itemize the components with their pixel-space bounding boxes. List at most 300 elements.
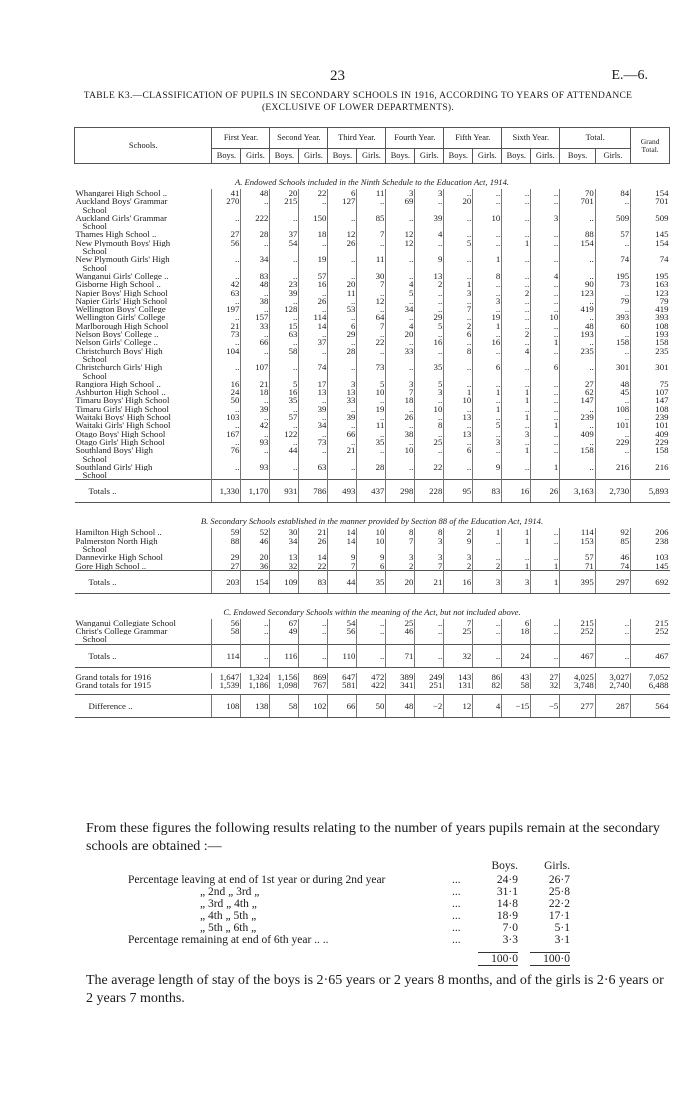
cell-value: 104: [212, 347, 241, 355]
empty-cell: [212, 455, 241, 463]
table-row: [75, 528, 670, 536]
cell-value: 3: [386, 553, 415, 561]
cell-value: ..: [270, 463, 299, 471]
empty-cell: [357, 222, 386, 230]
cell-value: ..: [502, 363, 531, 371]
cell-value: ..: [444, 421, 473, 429]
empty-cell: [328, 545, 357, 553]
empty-cell: [386, 635, 415, 644]
cell-value: 101: [631, 421, 670, 429]
cell-value: ..: [444, 363, 473, 371]
cell-value: 85: [595, 537, 630, 545]
empty-cell: [212, 372, 241, 380]
cell-value: ..: [212, 313, 241, 321]
cell-value: ..: [473, 280, 502, 288]
cell-value: ..: [502, 255, 531, 263]
header-year-1: First Year.: [212, 128, 270, 149]
cell-value: 222: [241, 214, 270, 222]
cell-value: ..: [386, 363, 415, 371]
cell-value: ..: [328, 421, 357, 429]
cell-value: ..: [502, 189, 531, 197]
cell-value: 1,647: [212, 673, 241, 681]
cell-value: 2: [444, 528, 473, 536]
cell-value: 19: [299, 255, 328, 263]
empty-cell: [560, 635, 595, 644]
table-row: [75, 438, 670, 446]
cell-value: 67: [270, 619, 299, 627]
empty-cell: [415, 455, 444, 463]
cell-value: 20: [241, 553, 270, 561]
school-name-continued: School: [82, 263, 107, 272]
cell-value: 4: [531, 272, 560, 280]
empty-cell: [444, 247, 473, 255]
cell-value: 103: [212, 413, 241, 421]
cell-value: 41: [212, 189, 241, 197]
school-name: Grand totals for 1915: [75, 681, 151, 690]
empty-cell: [631, 264, 670, 272]
table-row: [75, 230, 670, 238]
empty-cell: [299, 206, 328, 214]
cell-value: ..: [560, 255, 595, 263]
cell-value: ..: [531, 413, 560, 421]
cell-value: 56: [212, 619, 241, 627]
school-name-continued: School: [82, 471, 107, 480]
cell-value: 564: [631, 695, 670, 718]
stats-row: [0, 934, 700, 948]
cell-value: 158: [595, 338, 630, 346]
cell-value: 74: [299, 363, 328, 371]
cell-value: 26: [299, 537, 328, 545]
cell-value: 60: [595, 322, 630, 330]
empty-cell: [270, 372, 299, 380]
stats-label: „ 4th „ 5th „: [200, 910, 257, 922]
cell-value: ..: [212, 214, 241, 222]
empty-cell: [531, 247, 560, 255]
cell-value: 48: [595, 380, 630, 388]
cell-value: ..: [357, 446, 386, 454]
cell-value: ..: [386, 338, 415, 346]
cell-value: 509: [631, 214, 670, 222]
empty-cell: [328, 222, 357, 230]
cell-value: 3: [386, 380, 415, 388]
cell-value: 93: [241, 463, 270, 471]
cell-value: 158: [631, 446, 670, 454]
empty-cell: [631, 455, 670, 463]
cell-value: ..: [444, 297, 473, 305]
cell-value: 154: [631, 189, 670, 197]
cell-value: 297: [595, 570, 630, 593]
cell-value: ..: [415, 396, 444, 404]
header-boys: Boys.: [502, 149, 531, 164]
empty-cell: [444, 471, 473, 480]
header-boys: Boys.: [560, 149, 595, 164]
cell-value: 25: [415, 438, 444, 446]
cell-value: 79: [595, 297, 630, 305]
school-name: Gore High School ..: [75, 561, 147, 571]
stats-dots: ...: [452, 874, 461, 886]
cell-value: 239: [631, 413, 670, 421]
header-grand-total: Grand Total.: [631, 128, 670, 164]
caption-line2: (EXCLUSIVE OF LOWER DEPARTMENTS).: [261, 103, 455, 113]
cell-value: 4: [386, 280, 415, 288]
cell-value: 13: [299, 388, 328, 396]
header-boys: Boys.: [328, 149, 357, 164]
cell-value: ..: [415, 330, 444, 338]
school-name-continued: School: [82, 544, 107, 554]
cell-value: ..: [357, 330, 386, 338]
cell-value: 3: [415, 388, 444, 396]
header-schools: Schools.: [75, 128, 212, 164]
cell-value: ..: [357, 413, 386, 421]
cell-value: ..: [357, 619, 386, 627]
cell-value: 301: [631, 363, 670, 371]
cell-value: ..: [531, 619, 560, 627]
header-girls: Girls.: [415, 149, 444, 164]
cell-value: 57: [299, 272, 328, 280]
cell-value: 493: [328, 480, 357, 503]
cell-value: 228: [415, 480, 444, 503]
cell-value: ..: [560, 463, 595, 471]
school-name: New Plymouth Boys' High: [75, 238, 171, 248]
cell-value: ..: [212, 438, 241, 446]
cell-value: 145: [631, 562, 670, 571]
school-name: Totals ..: [75, 644, 212, 667]
cell-value: 37: [270, 230, 299, 238]
empty-cell: [328, 264, 357, 272]
cell-value: 422: [357, 681, 386, 689]
page-number: 23: [330, 68, 345, 84]
cell-value: ..: [328, 463, 357, 471]
cell-value: 215: [270, 197, 299, 205]
stats-boys: 3·3: [502, 934, 518, 946]
cell-value: 21: [415, 570, 444, 593]
cell-value: ..: [241, 413, 270, 421]
cell-value: 1: [502, 446, 531, 454]
cell-value: 7: [328, 562, 357, 571]
cell-value: 35: [357, 570, 386, 593]
empty-cell: [444, 372, 473, 380]
cell-value: 73: [357, 363, 386, 371]
cell-value: 28: [241, 230, 270, 238]
empty-cell: [270, 355, 299, 363]
cell-value: 16: [270, 388, 299, 396]
empty-cell: [473, 545, 502, 553]
empty-cell: [595, 355, 630, 363]
empty-cell: [270, 471, 299, 480]
empty-cell: [444, 355, 473, 363]
cell-value: 869: [299, 673, 328, 681]
school-name: New Plymouth Girls' High: [75, 255, 170, 264]
cell-value: 48: [241, 189, 270, 197]
cell-value: 108: [631, 405, 670, 413]
stats-boys: 24·9: [496, 874, 518, 886]
empty-cell: [473, 455, 502, 463]
cell-value: 158: [631, 338, 670, 346]
header-boys: Boys.: [270, 149, 299, 164]
empty-cell: [386, 455, 415, 463]
cell-value: 3,748: [560, 681, 595, 689]
empty-cell: [357, 471, 386, 480]
cell-value: 84: [595, 189, 630, 197]
cell-value: 3: [502, 430, 531, 438]
cell-value: 16: [502, 480, 531, 503]
cell-value: ..: [444, 255, 473, 263]
stats-boys: 31·1: [496, 886, 518, 898]
cell-value: ..: [502, 438, 531, 446]
cell-value: ..: [212, 338, 241, 346]
empty-cell: [502, 222, 531, 230]
cell-value: ..: [444, 380, 473, 388]
stats-boys: 18·9: [496, 910, 518, 922]
cell-value: ..: [473, 619, 502, 627]
empty-cell: [212, 206, 241, 214]
cell-value: ..: [241, 430, 270, 438]
cell-value: 28: [328, 347, 357, 355]
cell-value: ..: [560, 338, 595, 346]
cell-value: 35: [270, 396, 299, 404]
cell-value: 10: [357, 528, 386, 536]
empty-cell: [631, 247, 670, 255]
empty-cell: [299, 635, 328, 644]
table-row: [75, 289, 670, 297]
table-row: [75, 272, 670, 280]
cell-value: 7: [357, 280, 386, 288]
cell-value: 393: [631, 313, 670, 321]
empty-cell: [560, 545, 595, 553]
cell-value: ..: [328, 438, 357, 446]
cell-value: 1: [502, 413, 531, 421]
stats-dots: ...: [452, 898, 461, 910]
cell-value: 11: [357, 421, 386, 429]
cell-value: ..: [328, 338, 357, 346]
cell-value: 158: [560, 446, 595, 454]
cell-value: 216: [631, 463, 670, 471]
school-name: Waitaki Boys' High School: [75, 413, 171, 422]
empty-cell: [631, 206, 670, 214]
cell-value: 143: [444, 673, 473, 681]
cell-value: ..: [299, 430, 328, 438]
cell-value: 1,098: [270, 681, 299, 689]
table-row: [75, 197, 670, 205]
cell-value: 71: [560, 562, 595, 571]
cell-value: 54: [328, 619, 357, 627]
stats-label: „ 5th „ 6th „: [200, 922, 257, 934]
empty-cell: [357, 247, 386, 255]
empty-cell: [386, 247, 415, 255]
cell-value: 56: [212, 239, 241, 247]
empty-cell: [531, 222, 560, 230]
cell-value: ..: [270, 405, 299, 413]
cell-value: ..: [595, 197, 630, 205]
cell-value: 1: [531, 463, 560, 471]
cell-value: ..: [502, 553, 531, 561]
school-name: Auckland Girls' Grammar: [75, 213, 167, 223]
empty-cell: [415, 545, 444, 553]
empty-cell: [531, 545, 560, 553]
cell-value: 48: [560, 322, 595, 330]
cell-value: 35: [415, 363, 444, 371]
school-name-continued: School: [82, 354, 107, 364]
cell-value: ..: [473, 430, 502, 438]
empty-cell: [212, 355, 241, 363]
cell-value: ..: [502, 272, 531, 280]
empty-cell: [386, 471, 415, 480]
empty-cell: [502, 355, 531, 363]
empty-cell: [560, 247, 595, 255]
cell-value: ..: [595, 347, 630, 355]
school-name: Thames High School ..: [75, 230, 157, 239]
empty-cell: [631, 355, 670, 363]
cell-value: 27: [531, 673, 560, 681]
cell-value: 786: [299, 480, 328, 503]
cell-value: 249: [415, 673, 444, 681]
cell-value: 13: [444, 430, 473, 438]
cell-value: ..: [299, 197, 328, 205]
empty-cell: [212, 471, 241, 480]
cell-value: 34: [270, 537, 299, 545]
stats-girls: 26·7: [548, 874, 570, 886]
cell-value: ..: [299, 347, 328, 355]
cell-value: ..: [386, 255, 415, 263]
cell-value: ..: [212, 421, 241, 429]
empty-cell: [328, 635, 357, 644]
cell-value: ..: [531, 347, 560, 355]
cell-value: ..: [595, 305, 630, 313]
table-row: [75, 388, 670, 396]
cell-value: 48: [241, 280, 270, 288]
cell-value: 15: [270, 322, 299, 330]
empty-cell: [415, 471, 444, 480]
cell-value: ..: [531, 388, 560, 396]
cell-value: ..: [502, 405, 531, 413]
empty-cell: [595, 545, 630, 553]
cell-value: 74: [631, 255, 670, 263]
cell-value: 252: [631, 627, 670, 635]
cell-value: ..: [595, 396, 630, 404]
cell-value: 12: [357, 297, 386, 305]
cell-value: 83: [299, 570, 328, 593]
cell-value: 9: [415, 255, 444, 263]
cell-value: 76: [212, 446, 241, 454]
cell-value: 107: [241, 363, 270, 371]
cell-value: 13: [444, 413, 473, 421]
cell-value: 108: [212, 695, 241, 718]
cell-value: ..: [212, 272, 241, 280]
cell-value: ..: [386, 405, 415, 413]
cell-value: ..: [531, 627, 560, 635]
stats-girls: 25·8: [548, 886, 570, 898]
cell-value: 22: [415, 463, 444, 471]
cell-value: 2: [502, 330, 531, 338]
cell-value: ..: [357, 289, 386, 297]
cell-value: ..: [502, 421, 531, 429]
school-name: Wellington Boys' College: [75, 305, 166, 314]
empty-cell: [473, 206, 502, 214]
cell-value: ..: [473, 347, 502, 355]
cell-value: 3: [415, 553, 444, 561]
cell-value: 3: [328, 380, 357, 388]
cell-value: ..: [241, 619, 270, 627]
cell-value: 25: [386, 619, 415, 627]
empty-cell: [386, 355, 415, 363]
school-name-continued: School: [82, 247, 107, 256]
cell-value: 30: [270, 528, 299, 536]
cell-value: ..: [531, 255, 560, 263]
cell-value: 73: [212, 330, 241, 338]
table-row: [75, 214, 670, 222]
cell-value: 10: [415, 405, 444, 413]
cell-value: 58: [212, 627, 241, 635]
empty-cell: [631, 222, 670, 230]
cell-value: ..: [241, 330, 270, 338]
cell-value: ..: [531, 537, 560, 545]
cell-value: 1: [531, 338, 560, 346]
cell-value: ..: [531, 297, 560, 305]
cell-value: 11: [357, 189, 386, 197]
cell-value: ..: [241, 644, 270, 667]
cell-value: 64: [357, 313, 386, 321]
empty-cell: [595, 206, 630, 214]
empty-cell: [631, 372, 670, 380]
empty-cell: [595, 222, 630, 230]
school-name: Gisborne High School ..: [75, 280, 161, 289]
school-name: Difference ..: [75, 695, 212, 718]
cell-value: ..: [473, 553, 502, 561]
header-girls: Girls.: [473, 149, 502, 164]
cell-value: ..: [595, 619, 630, 627]
school-name: Whangarei High School ..: [75, 189, 168, 198]
cell-value: 13: [270, 553, 299, 561]
table-row-continued: [75, 455, 670, 463]
cell-value: 647: [328, 673, 357, 681]
school-name: Nelson Boys' College ..: [75, 330, 159, 339]
cell-value: 20: [270, 189, 299, 197]
cell-value: 5: [415, 380, 444, 388]
school-name: Waitaki Girls' High School: [75, 421, 171, 430]
difference-row: [75, 695, 670, 718]
school-name: Christchurch Girls' High: [75, 363, 163, 372]
cell-value: ..: [531, 396, 560, 404]
stats-girls: 5·1: [554, 922, 570, 934]
empty-cell: [328, 247, 357, 255]
cell-value: ..: [444, 230, 473, 238]
cell-value: 5: [386, 289, 415, 297]
cell-value: ..: [473, 239, 502, 247]
empty-cell: [241, 455, 270, 463]
cell-value: 9: [444, 537, 473, 545]
cell-value: ..: [502, 280, 531, 288]
cell-value: ..: [531, 305, 560, 313]
totals-row: [75, 644, 670, 667]
cell-value: 2,730: [595, 480, 630, 503]
cell-value: 109: [270, 570, 299, 593]
empty-cell: [270, 635, 299, 644]
cell-value: ..: [212, 297, 241, 305]
cell-value: ..: [270, 272, 299, 280]
cell-value: 50: [212, 396, 241, 404]
cell-value: ..: [212, 405, 241, 413]
cell-value: ..: [560, 272, 595, 280]
school-name: Otago Boys' High School: [75, 429, 166, 438]
cell-value: 1: [473, 255, 502, 263]
cell-value: 43: [502, 673, 531, 681]
cell-value: ..: [502, 313, 531, 321]
empty-cell: [241, 355, 270, 363]
empty-cell: [473, 264, 502, 272]
cell-value: 59: [212, 528, 241, 536]
cell-value: 8: [444, 347, 473, 355]
school-name: Timaru Boys' High School: [75, 396, 170, 405]
